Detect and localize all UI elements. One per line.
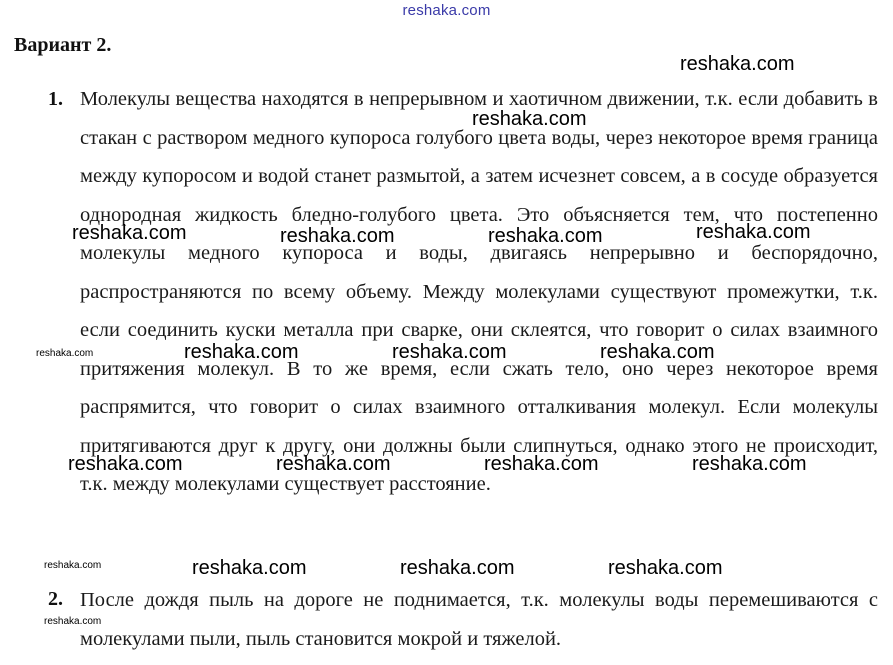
watermark: reshaka.com [472,108,587,130]
watermark: reshaka.com [392,341,507,363]
question-1-text: Молекулы вещества находятся в непрерывном и хаотичном движении, т.к. если добавить в стакан с раствором медного купороса голубого цвета воды, через некоторое время граница между купоросом и водой станет размытой, а затем исчезнет совсем, а в сосуде образуется однородная жидкость бледно-голубого цвета. Это объясняется тем, что постепенно молекулы медного купороса и воды, двигаясь непрерывно и беспорядочно, распространяются по всему объему. Между молекулами существуют промежутки, т.к. если соединить куски металла при сварке, они склеятся, что говорит о силах взаимного притяжения молекул. В то же время, если сжать тело, оно через некоторое время распрямится, что говорит о силах взаимного отталкивания молекул. Если молекулы притягиваются друг к другу, они должны были слипнуться, однако этого не происходит, т.к. между молекулами существует расстояние. [80,88,878,495]
variant-title: Вариант 2. [14,34,112,56]
question-2-number: 2. [48,588,63,610]
watermark: reshaka.com [184,341,299,363]
watermark: reshaka.com [484,453,599,475]
watermark: reshaka.com [36,348,94,359]
watermark: reshaka.com [600,341,715,363]
watermark: reshaka.com [400,557,515,579]
watermark: reshaka.com [68,453,183,475]
watermark: reshaka.com [72,222,187,244]
watermark: reshaka.com [692,453,807,475]
watermark: reshaka.com [276,453,391,475]
header-site-watermark: reshaka.com [402,2,491,19]
question-1-number: 1. [48,88,63,110]
watermark: reshaka.com [44,616,102,627]
watermark: reshaka.com [192,557,307,579]
question-2-text: После дождя пыль на дороге не поднимается, т.к. молекулы воды перемешиваются с молекулами пыли, пыль становится мокрой и тяжелой. [80,589,878,650]
watermark: reshaka.com [44,560,102,571]
watermark: reshaka.com [696,221,811,243]
watermark: reshaka.com [280,225,395,247]
watermark: reshaka.com [488,225,603,247]
watermark: reshaka.com [680,53,795,75]
watermark: reshaka.com [608,557,723,579]
